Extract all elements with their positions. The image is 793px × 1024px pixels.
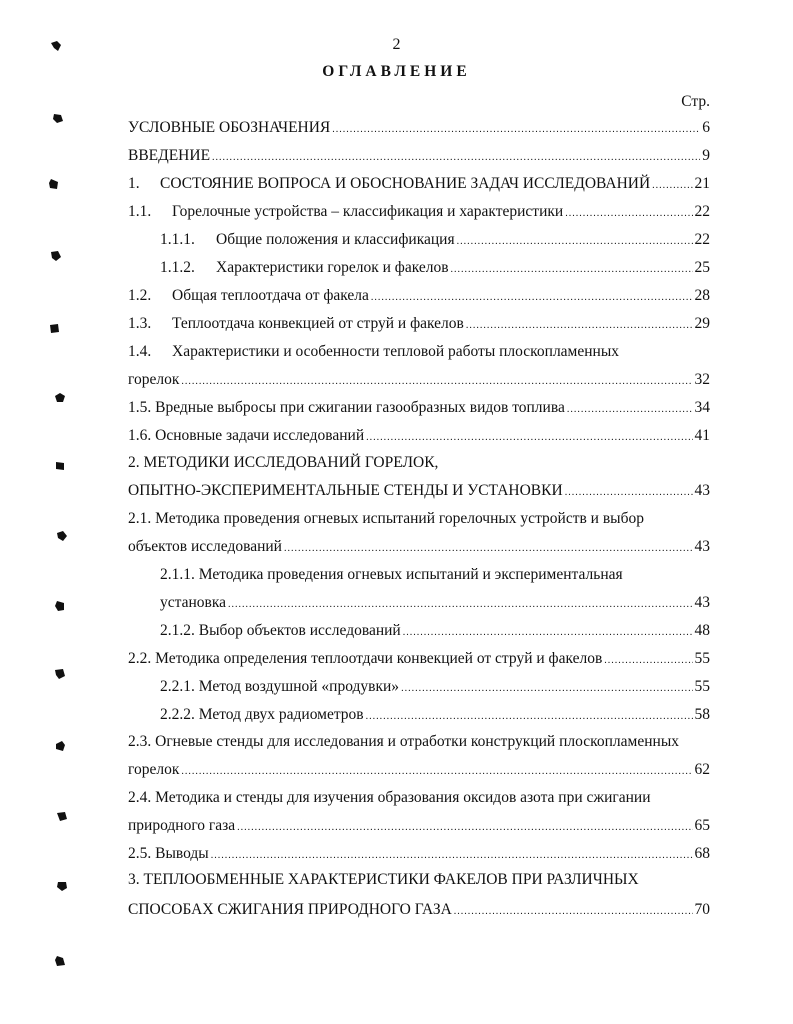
toc-entry-number: 1.3. — [128, 315, 152, 332]
toc-leader-dots — [366, 427, 692, 449]
toc-entry-page: 48 — [694, 622, 710, 639]
toc-entry-page: 55 — [694, 650, 710, 667]
toc-entry-page: 32 — [694, 371, 710, 388]
toc-leader-dots — [212, 147, 700, 169]
toc-entry-title-line1: 2.3. Огневые стенды для исследования и отработки конструкций плоскопламенных — [128, 733, 679, 750]
toc-entry-page: 65 — [694, 817, 710, 834]
toc-entry-title: Горелочные устройства – классификация и характеристики — [172, 203, 564, 220]
toc-entry-page: 43 — [694, 482, 710, 499]
toc-leader-dots — [211, 845, 693, 867]
scan-mark-icon — [54, 740, 66, 752]
toc-entry[interactable] — [128, 759, 710, 781]
toc-entry[interactable] — [128, 425, 710, 447]
toc-entry-title: природного газа — [128, 817, 236, 834]
toc-entry-page: 28 — [694, 287, 710, 304]
toc-entry-page: 25 — [694, 259, 710, 276]
toc-entry-page: 22 — [694, 231, 710, 248]
toc-leader-dots — [401, 678, 692, 700]
toc-entry-page: 55 — [694, 678, 710, 695]
toc-entry-page: 6 — [702, 119, 710, 136]
toc-entry-title: 1.6. Основные задачи исследований — [128, 427, 365, 444]
toc-entry[interactable] — [128, 173, 710, 195]
toc-entry[interactable] — [128, 117, 710, 139]
toc-entry-title: СПОСОБАХ СЖИГАНИЯ ПРИРОДНОГО ГАЗА — [128, 901, 452, 918]
toc-entry[interactable] — [128, 648, 710, 670]
toc-entry-title: УСЛОВНЫЕ ОБОЗНАЧЕНИЯ — [128, 119, 331, 136]
toc-entry-title: 2.5. Выводы — [128, 845, 209, 862]
toc-leader-dots — [228, 594, 692, 616]
toc-entry[interactable] — [128, 145, 710, 167]
toc-entry[interactable] — [160, 676, 710, 698]
toc-entry-title: ОПЫТНО-ЭКСПЕРИМЕНТАЛЬНЫЕ СТЕНДЫ И УСТАНОВКИ — [128, 482, 563, 499]
toc-entry-number: 1.4. — [128, 343, 152, 360]
toc-leader-dots — [371, 287, 693, 309]
toc-leader-dots — [565, 203, 692, 225]
toc-entry-title-line1: 2. МЕТОДИКИ ИССЛЕДОВАНИЙ ГОРЕЛОК, — [128, 454, 439, 471]
toc-entry-title-line1: 3. ТЕПЛООБМЕННЫЕ ХАРАКТЕРИСТИКИ ФАКЕЛОВ ПРИ РАЗЛИЧНЫХ — [128, 871, 639, 888]
toc-entry[interactable] — [128, 843, 710, 865]
toc-entry-page: 58 — [694, 706, 710, 723]
toc-entry[interactable] — [160, 229, 710, 251]
toc-entry-title: Характеристики горелок и факелов — [216, 259, 449, 276]
toc-entry[interactable] — [128, 201, 710, 223]
toc-entry[interactable] — [128, 899, 710, 921]
scan-mark-icon — [52, 112, 64, 124]
scan-mark-icon — [56, 880, 68, 892]
toc-entry[interactable] — [128, 397, 710, 419]
page-number: 2 — [392, 36, 401, 53]
scan-mark-icon — [56, 810, 68, 822]
toc-entry-page: 62 — [694, 761, 710, 778]
toc-leader-dots — [567, 399, 693, 421]
toc-entry-number: 1.1. — [128, 203, 152, 220]
toc-entry-title: СОСТОЯНИЕ ВОПРОСА И ОБОСНОВАНИЕ ЗАДАЧ ИССЛЕДОВАНИЙ — [160, 175, 651, 192]
toc-entry-title: Общие положения и классификация — [216, 231, 455, 248]
toc-entry-title: 2.1.2. Выбор объектов исследований — [160, 622, 401, 639]
toc-entry-page: 41 — [694, 427, 710, 444]
scan-mark-icon — [56, 530, 68, 542]
toc-entry-page: 21 — [694, 175, 710, 192]
toc-leader-dots — [451, 259, 693, 281]
toc-leader-dots — [403, 622, 693, 644]
toc-entry[interactable] — [160, 704, 710, 726]
scan-mark-icon — [54, 955, 66, 967]
toc-entry-page: 29 — [694, 315, 710, 332]
toc-leader-dots — [565, 482, 693, 504]
toc-entry[interactable] — [128, 480, 710, 502]
toc-entry-page: 22 — [694, 203, 710, 220]
scan-mark-icon — [48, 322, 60, 334]
toc-entry-number: 1.2. — [128, 287, 152, 304]
page-title: ОГЛАВЛЕНИЕ — [322, 63, 471, 80]
toc-entry-page: 34 — [694, 399, 710, 416]
toc-entry[interactable] — [128, 536, 710, 558]
toc-entry-page: 68 — [694, 845, 710, 862]
toc-entry[interactable] — [160, 257, 710, 279]
scan-mark-icon — [54, 392, 66, 404]
toc-leader-dots — [366, 706, 693, 728]
toc-entry-page: 70 — [694, 901, 710, 918]
toc-leader-dots — [454, 901, 693, 923]
toc-leader-dots — [181, 761, 692, 783]
toc-entry-title-line1: 2.1.1. Методика проведения огневых испытаний и экспериментальная — [160, 566, 623, 583]
toc-entry[interactable] — [160, 620, 710, 642]
toc-entry-number: 1. — [128, 175, 140, 192]
toc-leader-dots — [332, 119, 700, 141]
toc-entry[interactable] — [128, 285, 710, 307]
toc-entry-title: 2.2.2. Метод двух радиометров — [160, 706, 364, 723]
toc-entry-title: горелок — [128, 371, 180, 388]
toc-entry-title: установка — [160, 594, 227, 611]
scan-mark-icon — [54, 460, 66, 472]
toc-entry-title: ВВЕДЕНИЕ — [128, 147, 211, 164]
toc-entry[interactable] — [128, 313, 710, 335]
scan-mark-icon — [54, 600, 66, 612]
toc-entry-title-line1: 2.4. Методика и стенды для изучения образования оксидов азота при сжигании — [128, 789, 651, 806]
toc-entry-title-line1: Характеристики и особенности тепловой работы плоскопламенных — [172, 343, 620, 360]
toc-entry-title-line1: 2.1. Методика проведения огневых испытаний горелочных устройств и выбор — [128, 510, 644, 527]
toc-entry-page: 9 — [702, 147, 710, 164]
toc-leader-dots — [181, 371, 692, 393]
toc-leader-dots — [652, 175, 692, 197]
toc-entry-title: Общая теплоотдача от факела — [172, 287, 369, 304]
toc-leader-dots — [237, 817, 692, 839]
page-column-label: Стр. — [681, 93, 710, 110]
toc-entry-page: 43 — [694, 594, 710, 611]
toc-leader-dots — [466, 315, 693, 337]
toc-entry[interactable] — [128, 369, 710, 391]
toc-leader-dots — [284, 538, 693, 560]
scan-mark-icon — [54, 668, 66, 680]
scan-mark-icon — [50, 250, 62, 262]
toc-entry-title: 2.2. Методика определения теплоотдачи конвекцией от струй и факелов — [128, 650, 603, 667]
toc-entry-title: Теплоотдача конвекцией от струй и факелов — [172, 315, 464, 332]
toc-leader-dots — [604, 650, 692, 672]
toc-entry[interactable] — [160, 592, 710, 614]
toc-entry-title: горелок — [128, 761, 180, 778]
toc-entry-number: 1.1.2. — [160, 259, 195, 276]
toc-entry[interactable] — [128, 815, 710, 837]
toc-entry-title: объектов исследований — [128, 538, 282, 555]
toc-leader-dots — [457, 231, 693, 253]
scan-mark-icon — [48, 178, 60, 190]
toc-entry-page: 43 — [694, 538, 710, 555]
toc-entry-title: 2.2.1. Метод воздушной «продувки» — [160, 678, 400, 695]
toc-entry-number: 1.1.1. — [160, 231, 195, 248]
toc-entry-title: 1.5. Вредные выбросы при сжигании газообразных видов топлива — [128, 399, 565, 416]
